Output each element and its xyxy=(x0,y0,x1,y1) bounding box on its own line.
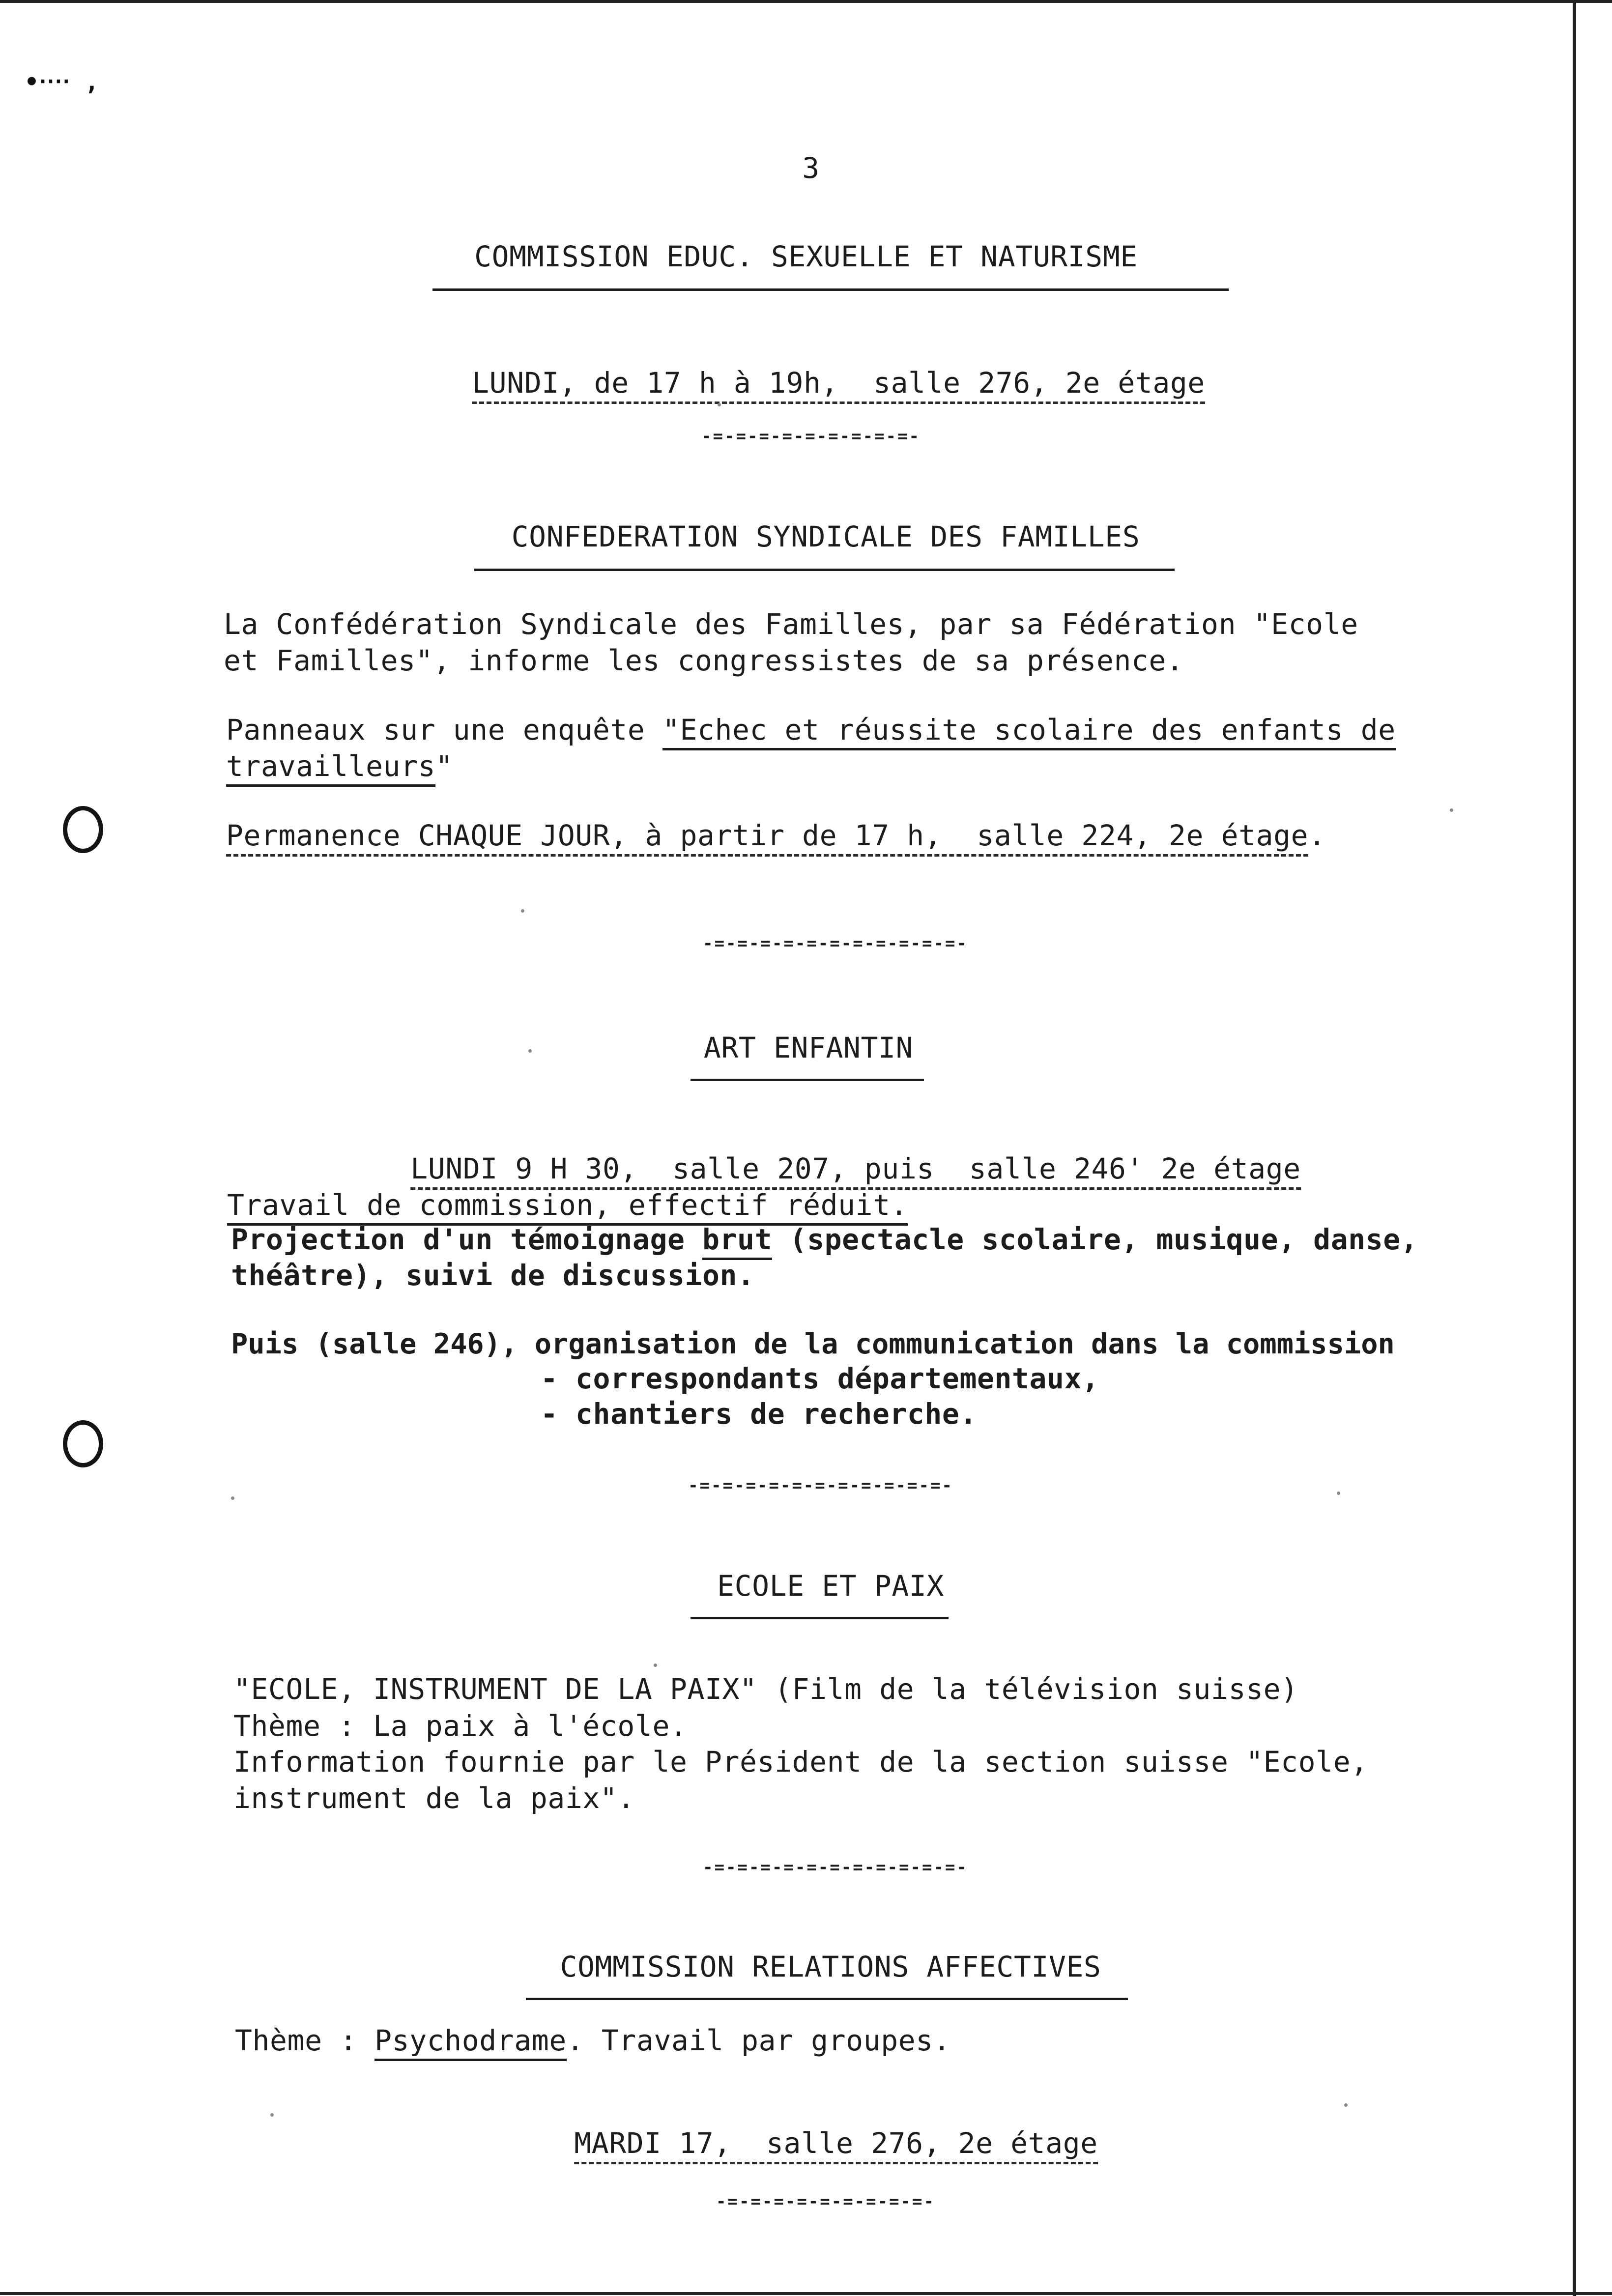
ecole-paix-line-3: Information fournie par le Président de la section suisse "Ecole, xyxy=(233,1745,1368,1779)
permanence-schedule: Permanence CHAQUE JOUR, à partir de 17 h, salle 224, 2e étage xyxy=(226,819,1308,857)
title-underline-educ-sexuelle xyxy=(432,288,1229,291)
enquete-title-underlined-end: travailleurs xyxy=(226,749,435,787)
page-number: 3 xyxy=(802,151,820,185)
art-enfantin-line-3: théâtre), suivi de discussion. xyxy=(231,1259,755,1292)
ecole-paix-line-2: Thème : La paix à l'école. xyxy=(233,1709,688,1743)
projection-suffix: (spectacle scolaire, musique, danse, xyxy=(772,1223,1418,1256)
psychodrame-underlined: Psychodrame xyxy=(374,2024,567,2061)
title-underline-relations-affectives xyxy=(526,1998,1128,2000)
section-title-ecole-paix: ECOLE ET PAIX xyxy=(717,1569,944,1603)
panneaux-prefix: Panneaux sur une enquête xyxy=(226,713,662,746)
section-separator-4: -=-=-=-=-=-=-=-=-=-=-=- xyxy=(703,1858,968,1877)
scan-speckle xyxy=(528,1049,532,1053)
permanence-period: . xyxy=(1308,819,1326,852)
right-edge-line xyxy=(1573,0,1576,2296)
theme-prefix: Thème : xyxy=(235,2024,375,2057)
schedule-educ-sexuelle-wrap xyxy=(402,328,1205,437)
art-enfantin-line-1-wrap xyxy=(227,1187,908,1223)
section-title-art-enfantin: ART ENFANTIN xyxy=(703,1031,914,1064)
ecole-paix-line-4: instrument de la paix". xyxy=(233,1781,635,1815)
scan-speckle xyxy=(270,2113,274,2117)
panneaux-line-1 xyxy=(226,712,1396,748)
binder-hole-lower xyxy=(63,1420,103,1467)
schedule-relations-affectives: MARDI 17, salle 276, 2e étage xyxy=(574,2126,1098,2164)
bottom-edge-line xyxy=(0,2292,1612,2295)
section-title-confederation: CONFEDERATION SYNDICALE DES FAMILLES xyxy=(511,520,1140,553)
title-underline-confederation xyxy=(474,569,1175,571)
section-separator-2: -=-=-=-=-=-=-=-=-=-=-=- xyxy=(703,934,968,953)
art-enfantin-list-item-1: - correspondants départementaux, xyxy=(541,1362,1099,1395)
projection-prefix: Projection d'un témoignage xyxy=(231,1223,703,1256)
enquete-title-underlined: "Echec et réussite scolaire des enfants de xyxy=(662,713,1396,750)
title-underline-art-enfantin xyxy=(691,1079,924,1081)
brut-underlined: brut xyxy=(702,1223,772,1260)
section-separator-3: -=-=-=-=-=-=-=-=-=-=-=- xyxy=(688,1476,953,1495)
art-enfantin-line-1: Travail de commission, effectif réduit. xyxy=(227,1188,908,1226)
ecole-paix-line-1: "ECOLE, INSTRUMENT DE LA PAIX" (Film de la télévision suisse) xyxy=(233,1672,1298,1706)
scan-speckle xyxy=(1450,808,1453,812)
section-title-relations-affectives: COMMISSION RELATIONS AFFECTIVES xyxy=(560,1950,1101,1983)
panneaux-line-2 xyxy=(226,748,453,784)
scan-speckle xyxy=(654,1664,657,1667)
art-enfantin-line-4: Puis (salle 246), organisation de la communication dans la commission xyxy=(231,1328,1395,1360)
binder-hole-upper xyxy=(63,806,103,853)
confederation-paragraph-line-2: et Familles", informe les congressistes de sa présence. xyxy=(224,644,1184,677)
theme-suffix: . Travail par groupes. xyxy=(566,2024,951,2057)
schedule-relations-affectives-wrap xyxy=(504,2089,1098,2198)
section-title-educ-sexuelle: COMMISSION EDUC. SEXUELLE ET NATURISME xyxy=(474,240,1138,273)
art-enfantin-list-item-2: - chantiers de recherche. xyxy=(541,1397,977,1431)
art-enfantin-line-2 xyxy=(231,1221,1418,1258)
section-separator-1: -=-=-=-=-=-=-=-=-=- xyxy=(701,427,921,446)
schedule-art-enfantin: LUNDI 9 H 30, salle 207, puis salle 246' 2e étage xyxy=(410,1152,1300,1190)
scan-speckle xyxy=(1344,2103,1348,2107)
scan-speckle xyxy=(718,403,721,406)
scan-speckle xyxy=(231,1496,234,1500)
corner-mark: •‧‧‧‧ , xyxy=(25,68,99,96)
schedule-educ-sexuelle: LUNDI, de 17 h à 19h, salle 276, 2e étage xyxy=(472,366,1205,404)
scan-speckle xyxy=(1337,1492,1340,1495)
scan-speckle xyxy=(521,909,524,913)
top-edge-line xyxy=(0,0,1612,3)
enquete-closing-quote: " xyxy=(435,749,453,783)
permanence-line xyxy=(226,817,1326,854)
title-underline-ecole-paix xyxy=(691,1617,949,1619)
confederation-paragraph-line-1: La Confédération Syndicale des Familles, par sa Fédération "Ecole xyxy=(224,607,1358,641)
relations-affectives-theme xyxy=(235,2022,950,2059)
section-separator-5: -=-=-=-=-=-=-=-=-=- xyxy=(716,2192,935,2211)
